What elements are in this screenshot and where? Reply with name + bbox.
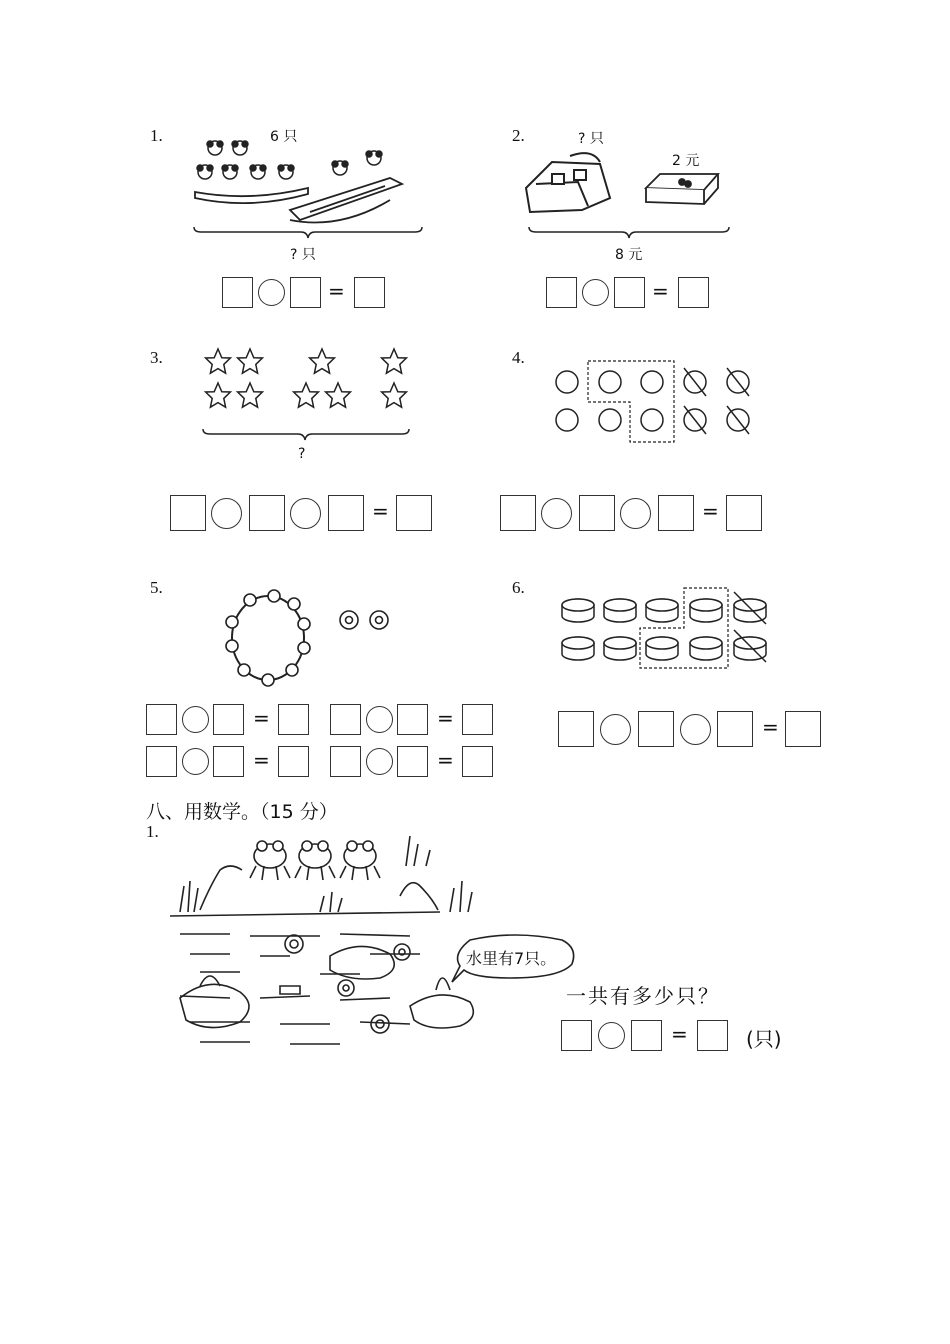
equal-sign: = xyxy=(328,279,345,303)
equal-sign: = xyxy=(437,706,454,730)
problem-6-number: 6. xyxy=(512,578,525,597)
problem-3-number: 3. xyxy=(150,348,163,367)
puppy-icon xyxy=(197,141,382,179)
problem-1-number: 1. xyxy=(150,126,163,145)
answer-box[interactable] xyxy=(397,704,428,735)
answer-box[interactable] xyxy=(397,746,428,777)
star-icon xyxy=(206,349,407,407)
bag-icon xyxy=(522,148,612,218)
answer-box[interactable] xyxy=(146,704,177,735)
operator-circle[interactable] xyxy=(182,706,209,733)
stars-group xyxy=(198,344,418,414)
boat-icon xyxy=(195,178,402,223)
problem-1-top-label: 6 只 xyxy=(270,129,298,145)
problem-4-number: 4. xyxy=(512,348,525,367)
answer-box[interactable] xyxy=(170,495,206,531)
answer-box[interactable] xyxy=(290,277,321,308)
answer-box[interactable] xyxy=(249,495,285,531)
speech-bubble-text: 水里有7只。 xyxy=(466,949,557,968)
answer-box[interactable] xyxy=(614,277,645,308)
problem-2-number: 2. xyxy=(512,126,525,145)
equal-sign: = xyxy=(702,499,719,523)
answer-box[interactable] xyxy=(328,495,364,531)
problem-2-left-label: ? 只 xyxy=(578,131,604,147)
answer-box[interactable] xyxy=(717,711,753,747)
answer-box[interactable] xyxy=(697,1020,728,1051)
brace xyxy=(528,226,730,242)
brace xyxy=(193,226,423,242)
answer-box[interactable] xyxy=(396,495,432,531)
coin-stacks-group xyxy=(558,586,772,672)
operator-circle[interactable] xyxy=(582,279,609,306)
answer-box[interactable] xyxy=(631,1020,662,1051)
operator-circle[interactable] xyxy=(211,498,242,529)
equal-sign: = xyxy=(652,279,669,303)
operator-circle[interactable] xyxy=(680,714,711,745)
operator-circle[interactable] xyxy=(258,279,285,306)
operator-circle[interactable] xyxy=(366,748,393,775)
problem-1-bottom-label: ? 只 xyxy=(290,247,316,263)
answer-box[interactable] xyxy=(354,277,385,308)
operator-circle[interactable] xyxy=(290,498,321,529)
problem-5-number: 5. xyxy=(150,578,163,597)
answer-box[interactable] xyxy=(678,277,709,308)
problem-2-bottom-label: 8 元 xyxy=(615,247,643,263)
answer-box[interactable] xyxy=(546,277,577,308)
coin-stack-icon xyxy=(562,599,766,660)
equal-sign: = xyxy=(437,748,454,772)
unit-label: (只) xyxy=(746,1027,782,1051)
answer-box[interactable] xyxy=(146,746,177,777)
operator-circle[interactable] xyxy=(620,498,651,529)
circle-icon xyxy=(556,371,749,431)
answer-box[interactable] xyxy=(278,704,309,735)
answer-box[interactable] xyxy=(213,746,244,777)
pencil-box-icon xyxy=(642,168,722,210)
equal-sign: = xyxy=(671,1022,688,1046)
circles-group xyxy=(550,360,760,446)
answer-box[interactable] xyxy=(213,704,244,735)
operator-circle[interactable] xyxy=(600,714,631,745)
bead-necklace-icon xyxy=(218,590,398,690)
answer-box[interactable] xyxy=(561,1020,592,1051)
frog-icon xyxy=(250,841,380,880)
answer-box[interactable] xyxy=(785,711,821,747)
equal-sign: = xyxy=(762,715,779,739)
ring-icon xyxy=(340,611,388,629)
problem-2-right-label: 2 元 xyxy=(672,153,700,169)
section-heading: 八、用数学。（15 分） xyxy=(146,801,338,823)
dogs-on-boats-illustration xyxy=(190,140,420,230)
operator-circle[interactable] xyxy=(182,748,209,775)
answer-box[interactable] xyxy=(638,711,674,747)
answer-box[interactable] xyxy=(462,704,493,735)
answer-box[interactable] xyxy=(558,711,594,747)
answer-box[interactable] xyxy=(330,704,361,735)
brace xyxy=(202,428,410,444)
answer-box[interactable] xyxy=(658,495,694,531)
answer-box[interactable] xyxy=(278,746,309,777)
answer-box[interactable] xyxy=(579,495,615,531)
answer-box[interactable] xyxy=(726,495,762,531)
section-problem-number: 1. xyxy=(146,822,159,841)
answer-box[interactable] xyxy=(330,746,361,777)
question-text: 一共有多少只？ xyxy=(566,984,720,1008)
equal-sign: = xyxy=(253,706,270,730)
equal-sign: = xyxy=(372,499,389,523)
operator-circle[interactable] xyxy=(541,498,572,529)
operator-circle[interactable] xyxy=(366,706,393,733)
answer-box[interactable] xyxy=(500,495,536,531)
answer-box[interactable] xyxy=(462,746,493,777)
equal-sign: = xyxy=(253,748,270,772)
operator-circle[interactable] xyxy=(598,1022,625,1049)
lily-pad-icon xyxy=(180,946,473,1028)
answer-box[interactable] xyxy=(222,277,253,308)
problem-3-bottom-label: ? xyxy=(298,446,306,462)
